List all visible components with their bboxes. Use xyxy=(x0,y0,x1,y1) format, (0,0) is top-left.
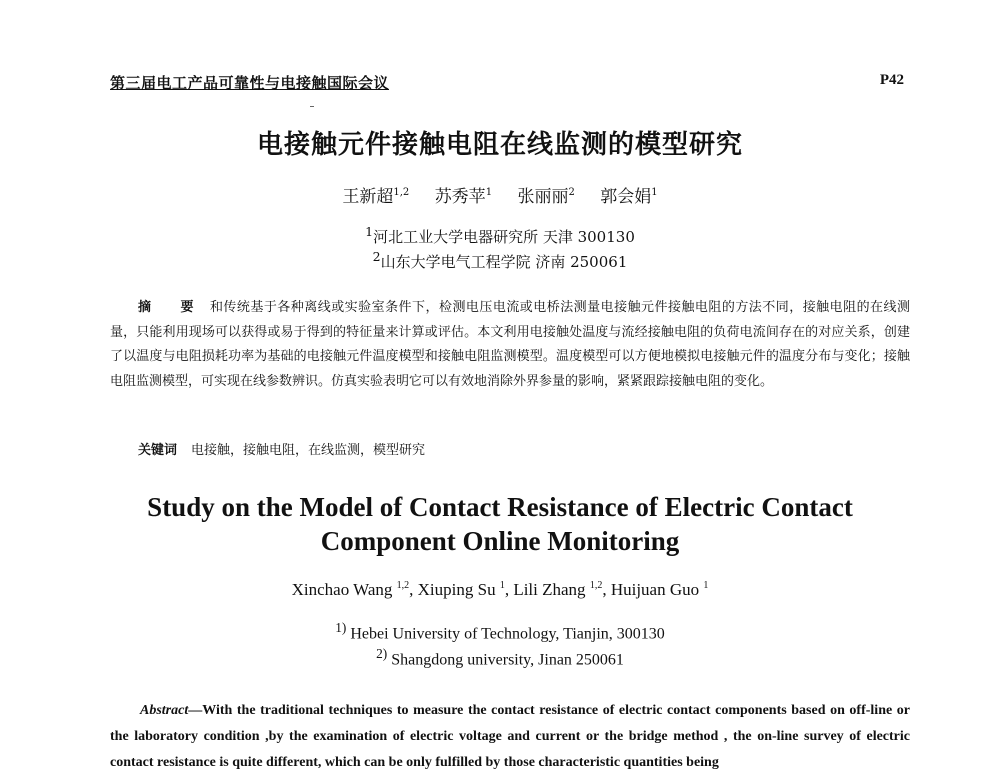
author-affiliation-mark: 1,2 xyxy=(396,580,410,591)
affiliation-mark: 2 xyxy=(372,249,381,264)
author-affiliation-mark: 1 xyxy=(703,580,709,591)
chinese-affiliation-1 xyxy=(0,224,1000,247)
english-abstract xyxy=(110,698,910,776)
affiliation-text: 河北工业大学电器研究所 天津 300130 xyxy=(373,228,635,246)
english-affiliation-2 xyxy=(0,646,1000,669)
author-name: 张丽丽 xyxy=(517,187,569,207)
header-mark xyxy=(310,106,314,107)
author-4-cn xyxy=(600,187,657,207)
author-affiliation-mark: 1 xyxy=(499,580,505,591)
chinese-abstract xyxy=(110,296,910,394)
affiliation-mark: 2) xyxy=(376,646,388,661)
author-2-cn xyxy=(435,187,492,207)
english-affiliation-1 xyxy=(0,620,1000,643)
affiliation-mark: 1) xyxy=(335,620,347,635)
english-title xyxy=(0,490,1000,558)
author-affiliation-mark: 2 xyxy=(568,187,575,198)
author-affiliation-mark: 1,2 xyxy=(589,580,603,591)
author-1-en xyxy=(292,580,418,599)
abstract-label-en: Abstract xyxy=(140,703,189,718)
affiliation-text: Shangdong university, Jinan 250061 xyxy=(391,651,624,669)
author-name: 郭会娟 xyxy=(600,187,652,207)
chinese-keywords xyxy=(138,439,425,458)
author-name: 王新超 xyxy=(342,187,394,207)
author-separator: , xyxy=(409,580,418,599)
author-separator: , xyxy=(602,580,611,599)
page-number: P42 xyxy=(879,72,904,88)
author-name: 苏秀苹 xyxy=(434,187,486,207)
author-name: Xinchao Wang xyxy=(291,580,393,599)
english-title-line-2: Component Online Monitoring xyxy=(320,526,680,556)
affiliation-text: 山东大学电气工程学院 济南 250061 xyxy=(380,253,628,271)
author-3-cn xyxy=(517,187,574,207)
author-affiliation-mark: 1 xyxy=(651,187,658,198)
author-affiliation-mark: 1,2 xyxy=(393,187,410,198)
abstract-text-cn: 和传统基于各种离线或实验室条件下，检测电压电流或电桥法测量电接触元件接触电阻的方法不同，接触电阻的在线测量，只能利用现场可以获得或易于得到的特征量来计算或评估。本文利用电接触处温度与流经接触电阻的负荷电流间存在的对应关系，创建了以温度与电阻损耗功率为基础的电接触元件温度模型和接触电阻监测模型。温度模型可以方便地模拟电接触元件的温度分布与变化；接触电阻监测模型，可实现在线参数辨识。仿真实验表明它可以有效地消除外界参量的影响，紧紧跟踪接触电阻的变化。 xyxy=(110,300,910,389)
author-2-en xyxy=(418,580,514,599)
conference-name: 第三届电工产品可靠性与电接触国际会议 xyxy=(110,74,390,92)
keywords-text-cn: 电接触，接触电阻，在线监测，模型研究 xyxy=(191,443,426,458)
keywords-label-cn: 关键词 xyxy=(138,443,178,458)
author-name: Lili Zhang xyxy=(513,580,586,599)
abstract-text-en: —With the traditional techniques to measure the contact resistance of electric contact components based on off-line or the laboratory condition ,by the examination of electric voltage and current or the bridge method , the on-line survey of electric contact resistance is quite different, which can be only fulfilled by those characteristic quantities being xyxy=(110,703,910,770)
affiliation-text: Hebei University of Technology, Tianjin, 300130 xyxy=(350,625,665,643)
author-name: Huijuan Guo xyxy=(610,580,700,599)
english-title-line-1: Study on the Model of Contact Resistance of Electric Contact xyxy=(147,492,853,522)
author-affiliation-mark: 1 xyxy=(485,187,493,198)
english-authors xyxy=(0,580,1000,600)
abstract-label-cn: 摘 要 xyxy=(138,300,206,315)
author-name: Xiuping Su xyxy=(417,580,496,599)
author-4-en xyxy=(611,580,709,599)
running-header xyxy=(110,72,904,96)
author-separator: , xyxy=(504,580,514,599)
author-3-en xyxy=(513,580,610,599)
chinese-title: 电接触元件接触电阻在线监测的模型研究 xyxy=(256,130,743,160)
affiliation-mark: 1 xyxy=(365,224,374,239)
author-1-cn xyxy=(342,187,409,207)
chinese-affiliation-2 xyxy=(0,249,1000,272)
chinese-authors xyxy=(0,182,1000,207)
